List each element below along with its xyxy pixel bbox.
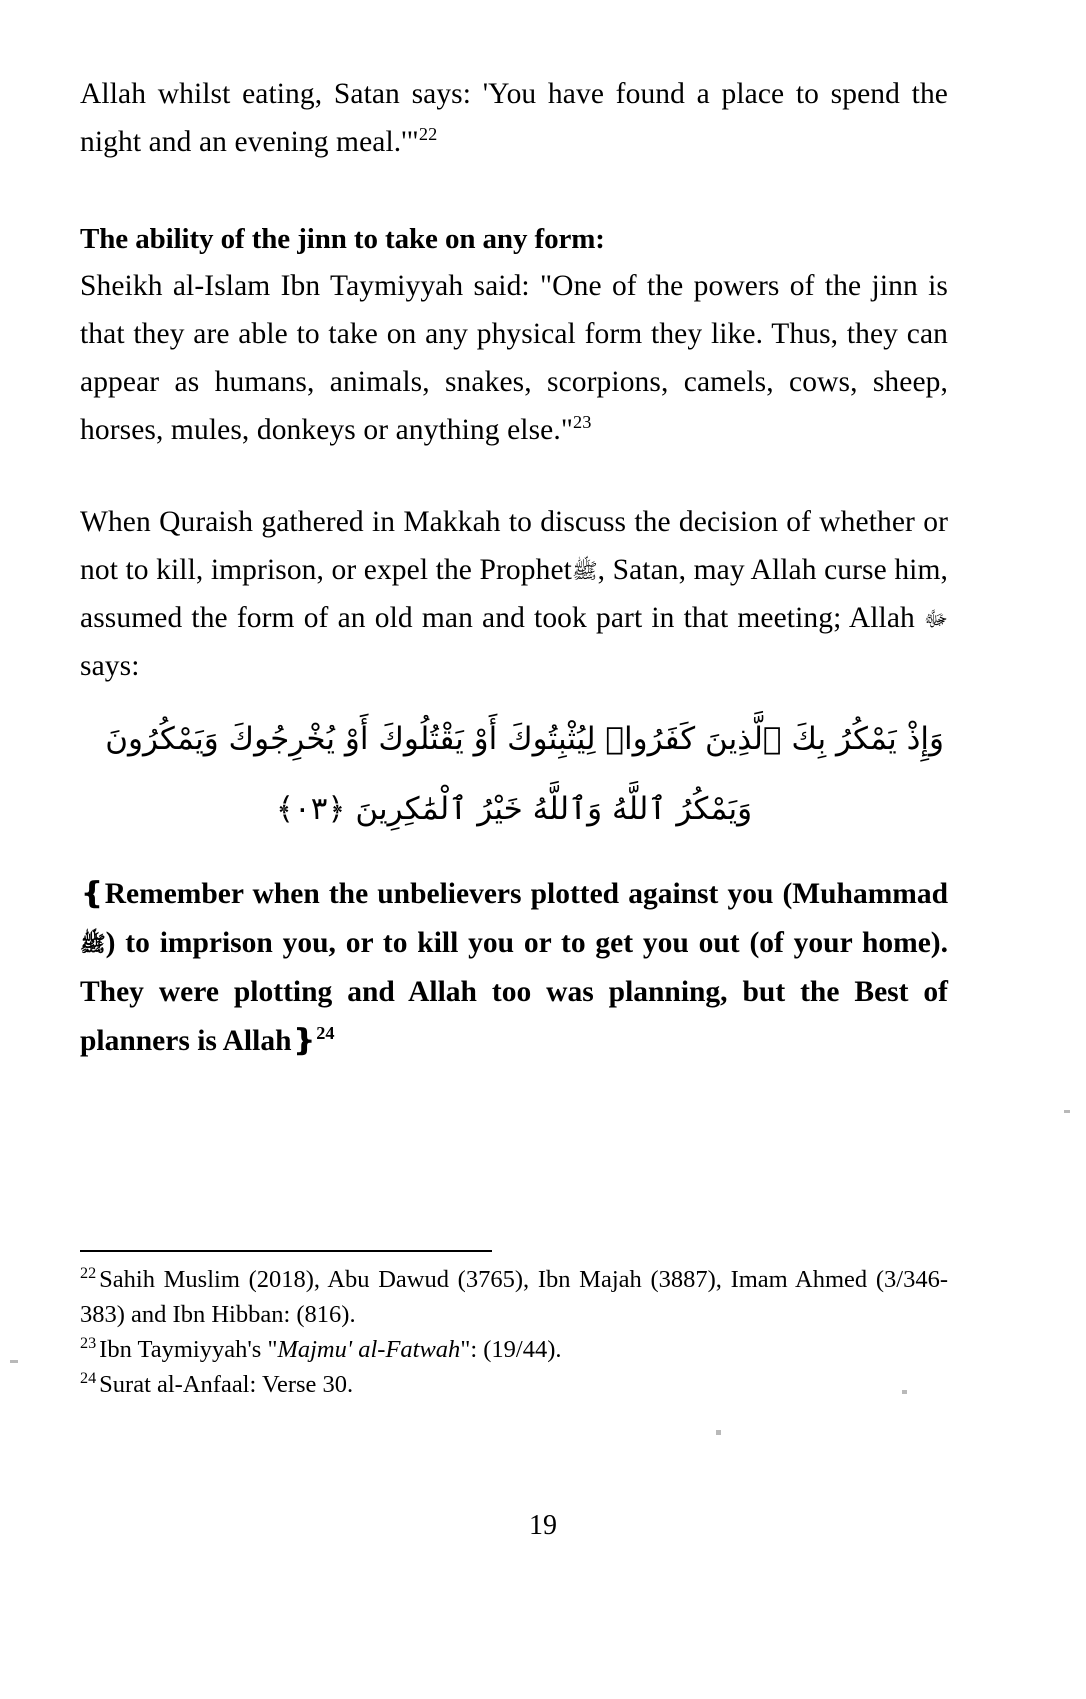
paragraph-2 [80,262,948,454]
spacer [80,454,948,498]
spacer [80,690,948,704]
quran-translation-part-1: Remember when the unbelievers plotted against you (Muhammad [104,878,948,910]
paragraph-2-text: Sheikh al-Islam Ibn Taymiyyah said: "One of the powers of the jinn is that they are able to take on any physical form they like. Thus, they can appear as humans, animals, snakes, scorpions, camels, cows, sheep, horses, mules, donkeys or anything else." [80,270,948,446]
footnote-ref-22: 22 [418,124,438,145]
spacer [80,166,948,216]
scan-artifact [10,1360,18,1363]
footnote-24-text: Surat al-Anfaal: Verse 30. [99,1371,354,1398]
footnote-24-number: 24 [80,1369,97,1387]
footnote-23-text-before: Ibn Taymiyyah's " [99,1336,278,1363]
page-number: 19 [529,1510,557,1541]
footnote-23-book-title: Majmu' al-Fatwah [277,1336,461,1363]
arabic-verse-line-2: وَيَمْكُرُ ٱللَّهُ وَٱللَّهُ خَيْرُ ٱلْمَٰكِرِينَ ﴿٣٠﴾ [275,791,753,827]
paragraph-3-text-part-2: , Satan, may Allah curse him, assumed the form of an old man and took part in that meeting; Allah [80,554,948,634]
jalla-jalaluhu-icon: ﷻ [924,607,948,632]
spacer [80,844,948,870]
scan-artifact [902,1390,907,1394]
arabic-verse-line-1: وَإِذْ يَمْكُرُ بِكَ ٱلَّذِينَ كَفَرُوا۟ لِيُثْبِتُوكَ أَوْ يَقْتُلُوكَ أَوْ يُخْرِجُوكَ وَيَمْكُرُونَ [105,721,944,757]
paragraph-3-text-part-1: When Quraish gathered in Makkah to discuss the decision of whether or not to kill, imprison, or expel the Prophet [80,506,948,586]
footnote-ref-24: 24 [316,1023,335,1044]
footnote-23-number: 23 [80,1334,97,1352]
footnote-22-number: 22 [80,1264,97,1282]
footnote-22-text: Sahih Muslim (2018), Abu Dawud (3765), Ibn Majah (3887), Imam Ahmed (3/346-383) and Ibn Hibban: (816). [80,1266,948,1328]
scan-artifact [1064,1110,1070,1113]
paragraph-3-text-part-3: says: [80,650,140,682]
quran-close-bracket: ❵ [291,1025,317,1057]
footnote-ref-23: 23 [572,412,592,433]
footnote-24 [80,1367,948,1402]
paragraph-1 [80,70,948,166]
footnote-23-text-after: ": (19/44). [460,1336,562,1363]
page-body [80,70,948,1066]
paragraph-1-text: Allah whilst eating, Satan says: 'You have found a place to spend the night and an evening meal.'" [80,78,948,158]
footnote-22 [80,1262,948,1332]
footnote-area [80,1250,948,1402]
sallallahu-alayhi-wasallam-icon: ﷺ [571,559,598,584]
scan-artifact [716,1430,721,1435]
sallallahu-alayhi-wasallam-icon: ﷺ [80,932,106,957]
footnote-23 [80,1332,948,1367]
quran-open-bracket: ❴ [80,878,105,910]
footnote-separator-rule [80,1250,492,1252]
quran-translation-block [80,870,948,1066]
section-heading-jinn-forms: The ability of the jinn to take on any form: [80,223,605,255]
quran-translation-part-2: ) to imprison you, or to kill you or to get you out (of your home). They were plotting and Allah too was planning, but the Best of planners is Allah [80,927,948,1057]
paragraph-3 [80,498,948,690]
